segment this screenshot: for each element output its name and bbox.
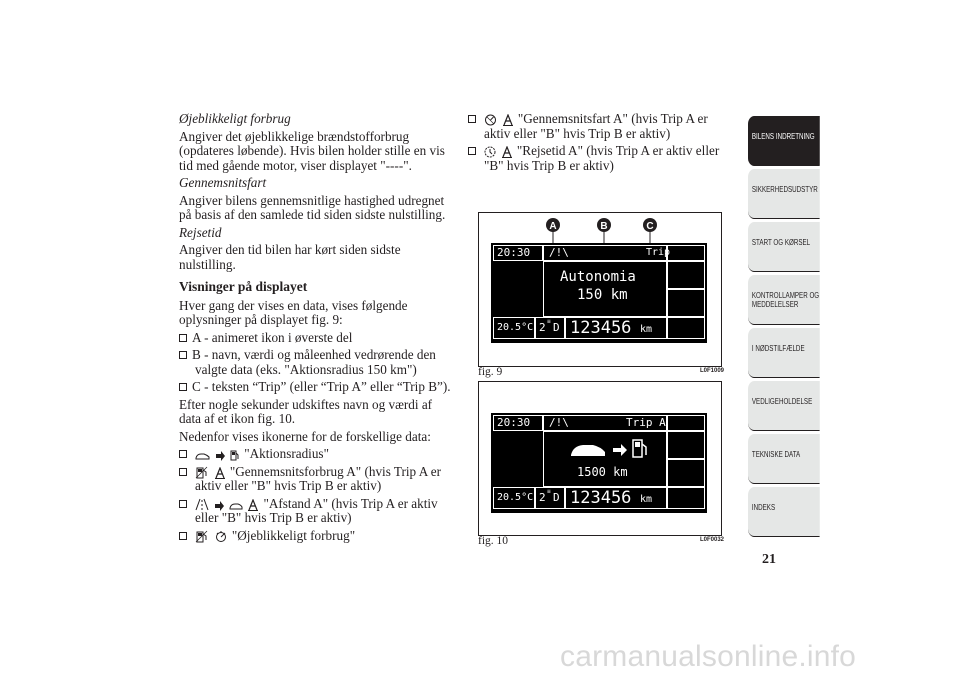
watermark: carmanualsonline.info [560,640,857,673]
right-bottom-cell [667,317,705,339]
average-speed-body: Angiver bilens gennemsnitlige hastighed udregnet på basis af den samlede tid siden sidste nulstilling. [179,192,446,222]
trip-a-icon [502,146,512,158]
trip-label: Trip A [626,416,666,429]
display-gear-d: D [553,491,560,504]
instant-consumption-body: Angiver det øjeblikkelige brændstofforbrug (opdateres løbende). Hvis bilen holder stille en vis tid med gående motor, viser displayet "----". [179,128,445,173]
display-time: 20:30 [497,246,531,259]
display-line1: Autonomia [560,269,636,285]
icon-item-distance: "Afstand A" (hvis Trip A er aktiv eller "B" hvis Trip B er aktiv) [179,497,451,526]
arrow-right-icon [215,501,224,511]
speedometer-icon [484,114,497,126]
average-speed-title: Gennemsnitsfart [179,175,267,190]
checkbox-bullet-icon [179,383,187,391]
icon-item-travel-time: "Rejsetid A" (hvis Trip A er aktiv eller "B" hvis Trip B er aktiv) [468,144,736,173]
display-line2: 150 km [577,287,628,303]
right-low-cell [667,459,705,487]
checkbox-bullet-icon [468,147,476,155]
marker-b: B [600,221,608,232]
display-time: 20:30 [497,416,531,429]
travel-time-title: Rejsetid [179,224,222,240]
trip-label: Trip [646,247,671,258]
icon-item-range: "Aktionsradius" [179,447,451,462]
right-mid-cell [667,261,705,289]
checkbox-bullet-icon [179,500,187,508]
checkbox-bullet-icon [179,450,187,458]
bullet-a: A - animeret ikon i øverste del [179,331,451,346]
road-icon [195,498,209,511]
clock-icon [484,146,496,158]
display-gear: 2 [539,321,546,334]
icon-item-average-speed: "Gennemsnitsfart A" (hvis Trip A er aktiv eller "B" hvis Trip B er aktiv) [468,112,736,141]
figure-10 [478,381,722,536]
display-gear-d: D [553,321,560,334]
tab-bilens-indretning[interactable]: BILENS INDRETNING [748,116,820,166]
left-column [179,112,451,546]
figure-9 [478,212,722,367]
tab-indeks[interactable]: INDEKS [748,487,820,537]
display-odometer: 123456 [570,318,632,338]
gear-bar-icon: ≡ [547,318,551,325]
display-temp: 20.5°C [497,322,534,333]
right-top-cell [667,245,705,261]
display-panel [491,413,707,513]
trip-a-icon [215,467,225,479]
display-views-heading: Visninger på displayet [179,279,308,294]
car-icon [195,451,210,461]
right-top-cell [667,415,705,431]
car-icon [229,501,243,511]
right-mid-cell [667,431,705,459]
bullet-b: B - navn, værdi og måleenhed vedrørende den valgte data (eks. "Aktionsradius 150 km") [179,348,451,377]
fuel-instant-icon [195,530,209,543]
tab-sikkerhedsudstyr[interactable]: SIKKERHEDSUDSTYR [748,169,820,219]
fuel-average-icon [195,466,209,479]
icon-item-instant-consumption: "Øjeblikkeligt forbrug" [179,529,451,544]
tab-i-nodstilfaelde[interactable]: I NØDSTILFÆLDE [748,328,820,378]
checkbox-bullet-icon [179,334,187,342]
checkbox-bullet-icon [179,532,187,540]
bullet-c: C - teksten “Trip” (eller “Trip A” eller “Trip B”). [179,380,451,395]
page-number: 21 [762,552,776,567]
gauge-icon [215,531,227,543]
display-panel [491,243,707,343]
display-odometer: 123456 [570,488,632,508]
checkbox-bullet-icon [179,468,187,476]
right-column [468,112,736,176]
fuel-pump-icon [230,450,239,461]
tab-tekniske-data[interactable]: TEKNISKE DATA [748,434,820,484]
figure-9-code: L0F1009 [700,368,725,374]
icons-intro: Nedenfor vises ikonerne for de forskellige data: [179,428,431,444]
icon-item-average-consumption: "Gennemsnitsforbrug A" (hvis Trip A er aktiv eller "B" hvis Trip B er aktiv) [179,465,451,494]
car-icon [571,445,605,456]
marker-c: C [646,221,654,232]
checkbox-bullet-icon [468,115,476,123]
figure-10-code: L0F0032 [700,537,725,543]
marker-a: A [549,221,557,232]
after-text: Efter nogle sekunder udskiftes navn og værdi af data af et ikon fig. 10. [179,396,433,426]
trip-a-icon [503,114,513,126]
arrow-right-icon [216,451,225,461]
gear-bar-icon: ≡ [547,488,551,495]
tab-vedligeholdelse[interactable]: VEDLIGEHOLDELSE [748,381,820,431]
tab-kontrollamper[interactable]: KONTROLLAMPER OG MEDDELELSER [748,275,820,325]
trip-a-icon [248,499,258,511]
arrow-right-icon [613,444,627,456]
display-line2: 1500 km [577,465,628,479]
figure-9-caption: fig. 9 [478,366,503,378]
instant-consumption-title: Øjeblikkeligt forbrug [179,111,291,126]
display-gear: 2 [539,491,546,504]
range-icon-group [569,437,649,461]
display-views-intro: Hver gang der vises en data, vises følgende oplysninger på displayet fig. 9: [179,297,408,327]
right-low-cell [667,289,705,317]
right-bottom-cell [667,487,705,509]
figure-10-caption: fig. 10 [478,535,509,547]
tab-start-og-korsel[interactable]: START OG KØRSEL [748,222,820,272]
travel-time-body: Angiver den tid bilen har kørt siden sidste nulstilling. [179,242,401,272]
display-temp: 20.5°C [497,492,534,503]
display-odo-unit: km [640,494,653,505]
checkbox-bullet-icon [179,351,187,359]
display-odo-unit: km [640,324,653,335]
warning-icon: /!\ [549,416,569,429]
warning-icon: /!\ [549,246,569,259]
